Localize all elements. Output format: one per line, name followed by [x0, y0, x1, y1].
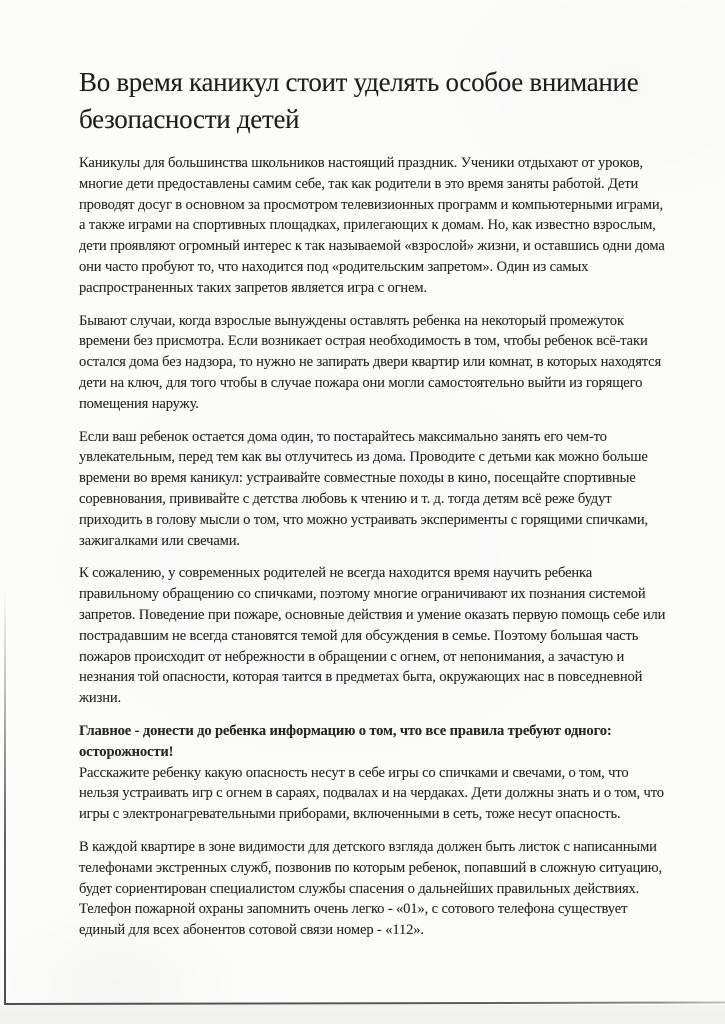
- scan-background-strip: [0, 1005, 725, 1024]
- document-content: [79, 64, 671, 953]
- paragraph-bold-lead: Главное - донести до ребенка информацию о том, что все правила требуют одного: осторожности!: [79, 722, 612, 760]
- paragraph-text: Расскажите ребенку какую опасность несут в себе игры со спичками и свечами, о том, что нельзя устраивать игр с огнем в сараях, подвалах и на чердаках. Дети должны знать и о том, что игры с электронагревательными приборами, включенными в сеть, тоже несут опасность.: [79, 764, 664, 823]
- scan-page-left-edge: [4, 590, 6, 1006]
- body-paragraph: Каникулы для большинства школьников настоящий праздник. Ученики отдыхают от уроков, многие дети предоставлены самим себе, так как родители в это время заняты работой. Дети проводят досуг в основном за просмотром телевизионных программ и компьютерными играми, а также играми на спортивных площадках, прилегающих к домам. Но, как известно взрослым, дети проявляют огромный интерес к так называемой «взрослой» жизни, и оставшись одни дома они часто пробуют то, что находится под «родительским запретом». Один из самых распространенных таких запретов является игра с огнем.: [79, 155, 665, 296]
- body-paragraph: К сожалению, у современных родителей не всегда находится время научить ребенка правильному обращению со спичками, поэтому многие ограничивают их познания системой запретов. Поведение при пожаре, основные действия и умение оказать первую помощь себе или пострадавшим не всегда становятся темой для обсуждения в семье. Поэтому большая часть пожаров происходит от небрежности в обращении с огнем, от непонимания, а зачастую и незнания той опасности, которая таится в предметах быта, окружающих нас в повседневной жизни.: [79, 565, 666, 707]
- body-paragraph: [79, 721, 671, 825]
- body-paragraph: В каждой квартире в зоне видимости для детского взгляда должен быть листок с написанными телефонами экстренных служб, позвонив по которым ребенок, попавший в сложную ситуацию, будет сориентирован специалистом службы спасения о дальнейших правильных действиях. Телефон пожарной охраны запомнить очень легко - «01», с сотового телефона существует единый для всех абонентов сотовой связи номер - «112».: [79, 838, 663, 939]
- document-title: Во время каникул стоит уделять особое внимание безопасности детей: [79, 67, 639, 134]
- body-paragraph: Если ваш ребенок остается дома один, то постарайтесь максимально занять его чем-то увлекательным, перед тем как вы отлучитесь из дома. Проводите с детьми как можно больше времени во время каникул: устраивайте совместные походы в кино, посещайте спортивные соревнования, прививайте с детства любовь к чтению и т. д. тогда детям всё реже будут приходить в голову мысли о том, что можно устраивать эксперименты с горящими спичками, зажигалками или свечами.: [79, 428, 649, 549]
- body-paragraph: Бывают случаи, когда взрослые вынуждены оставлять ребенка на некоторый промежуток времени без присмотра. Если возникает острая необходимость в том, чтобы ребенок всё-таки остался дома без надзора, то нужно не запирать двери квартир или комнат, в которых находятся дети на ключ, для того чтобы в случае пожара они могли самостоятельно выйти из горящего помещения наружу.: [79, 312, 662, 412]
